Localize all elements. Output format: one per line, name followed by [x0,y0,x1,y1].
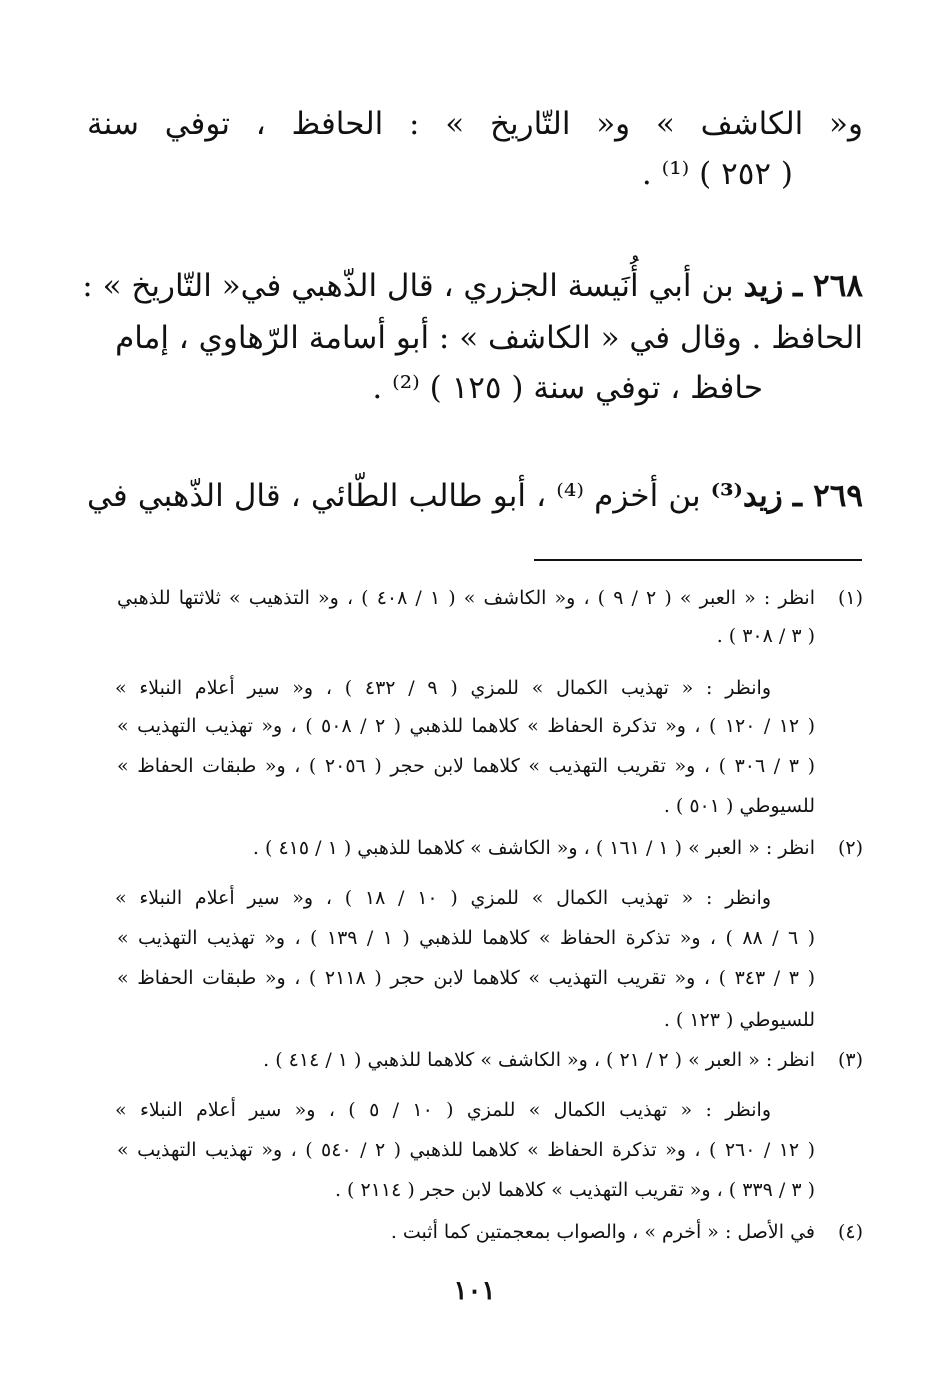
entry-number: ٢٦٩ ـ [792,478,864,514]
footnote-line: ( ١٢ / ١٢٠ ) ، و« تذكرة الحفاظ » كلاهما للذهبي ( ٢ / ٥٠٨ ) ، و« تهذيب التهذيب » [117,715,815,737]
body-text-line: ( ٢٥٢ ) ⁽¹⁾ . [641,156,793,192]
entry-number: ٢٦٨ ـ [793,268,863,304]
footnote-line: وانظر : « تهذيب الكمال » للمزي ( ١٠ / ٥ ) ، و« سير أعلام النبلاء » [115,1099,772,1121]
entry-text: بن أبي أُنَيسة الجزري ، قال الذّهبي في« التّاريخ » : [82,268,734,304]
footnote-line: انظر : « العبر » ( ١ / ١٦١ ) ، و« الكاشف » كلاهما للذهبي ( ١ / ٤١٥ ) . [252,837,815,859]
footnote-line: ( ١٢ / ٢٦٠ ) ، و« تذكرة الحفاظ » كلاهما للذهبي ( ٢ / ٥٤٠ ) ، و« تهذيب التهذيب » [117,1139,815,1161]
entry-text: بن أخزم ⁽⁴⁾ ، أبو طالب الطّائي ، قال الذّهبي في [87,478,701,514]
entry-name: زيد⁽³⁾ [710,478,783,514]
footnote-line: ( ٣ / ٣٠٦ ) ، و« تقريب التهذيب » كلاهما لابن حجر ( ٢٠٥٦ ) ، و« طبقات الحفاظ » [117,755,816,777]
footnote-number: (٤) [837,1221,863,1243]
footnote-line: ( ٣ / ٣٣٩ ) ، و« تقريب التهذيب » كلاهما لابن حجر ( ٢١١٤ ) . [334,1179,815,1201]
footnote-number: (١) [837,587,863,609]
footnote-number: (٢) [837,837,863,859]
footnote-line: انظر : « العبر » ( ٢ / ٢١ ) ، و« الكاشف » كلاهما للذهبي ( ١ / ٤١٤ ) . [263,1049,815,1071]
footnote-line: انظر : « العبر » ( ٢ / ٩ ) ، و« الكاشف » ( ١ / ٤٠٨ ) ، و« التذهيب » ثلاثتها للذهبي [117,587,815,609]
footnote-line: في الأصل : « أخرم » ، والصواب بمعجمتين كما أثبت . [390,1221,815,1243]
footnote-line: للسيوطي ( ٥٠١ ) . [663,795,815,817]
footnote-line: وانظر : « تهذيب الكمال » للمزي ( ٩ / ٤٣٢ ) ، و« سير أعلام النبلاء » [115,677,772,699]
footnote-line: ( ٣ / ٣٤٣ ) ، و« تقريب التهذيب » كلاهما لابن حجر ( ٢١١٨ ) ، و« طبقات الحفاظ » [117,967,816,989]
entry-269-line [87,476,863,516]
body-text-line: حافظ ، توفي سنة ( ١٢٥ ) ⁽²⁾ . [372,370,763,406]
entry-268-line [82,266,863,306]
footnote-line: ( ٦ / ٨٨ ) ، و« تذكرة الحفاظ » كلاهما للذهبي ( ١ / ١٣٩ ) ، و« تهذيب التهذيب » [117,927,816,949]
footnote-line: وانظر : « تهذيب الكمال » للمزي ( ١٠ / ١٨ ) ، و« سير أعلام النبلاء » [115,887,772,909]
footnote-separator [534,559,862,561]
footnote-line: للسيوطي ( ١٢٣ ) . [663,1009,815,1031]
footnote-number: (٣) [837,1049,863,1071]
footnote-line: ( ٣ / ٣٠٨ ) . [716,625,815,647]
body-text-line: و« الكاشف » و« التّاريخ » : الحافظ ، توفي سنة [87,106,863,142]
body-text-line: الحافظ . وقال في « الكاشف » : أبو أسامة الرّهاوي ، إمام [115,320,863,356]
page-number: ١٠١ [453,1276,496,1306]
entry-name: زيد [743,268,784,304]
